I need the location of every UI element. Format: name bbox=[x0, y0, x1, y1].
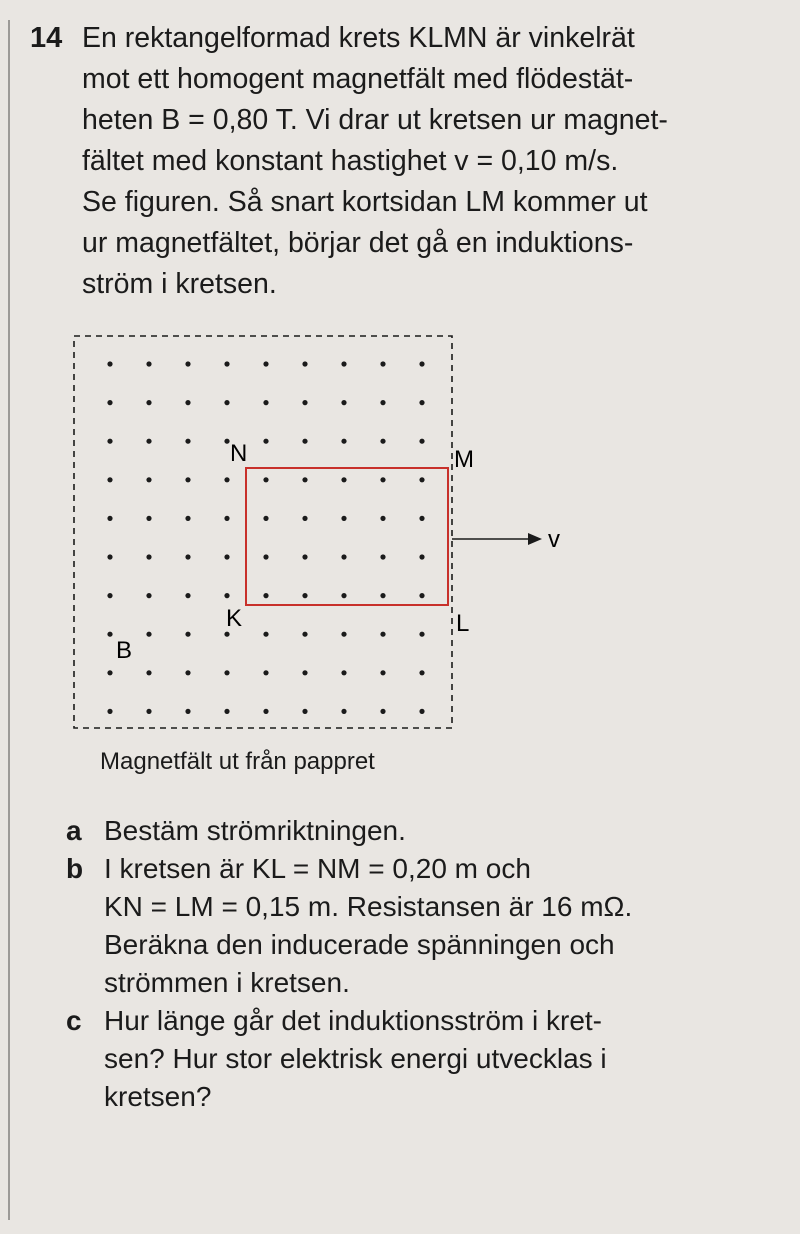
field-dot bbox=[224, 361, 229, 366]
field-dot bbox=[146, 670, 151, 675]
field-dot bbox=[380, 400, 385, 405]
figure-caption: Magnetfält ut från pappret bbox=[100, 748, 375, 775]
field-dot bbox=[263, 632, 268, 637]
field-dot bbox=[146, 439, 151, 444]
field-dot bbox=[302, 477, 307, 482]
question-line: kretsen? bbox=[104, 1081, 212, 1112]
field-dot bbox=[263, 670, 268, 675]
question-a bbox=[66, 812, 766, 850]
intro-line: mot ett homogent magnetfält med flödestät- bbox=[82, 63, 634, 95]
field-dot bbox=[185, 361, 190, 366]
field-dot bbox=[146, 554, 151, 559]
question-line: sen? Hur stor elektrisk energi utvecklas i bbox=[104, 1043, 607, 1074]
field-dot bbox=[380, 593, 385, 598]
field-dot bbox=[302, 516, 307, 521]
field-dot bbox=[224, 632, 229, 637]
field-dot bbox=[107, 516, 112, 521]
field-dot bbox=[224, 400, 229, 405]
field-dot bbox=[341, 632, 346, 637]
field-dot bbox=[380, 477, 385, 482]
field-dots bbox=[107, 361, 424, 714]
field-dot bbox=[341, 709, 346, 714]
field-dot bbox=[185, 400, 190, 405]
field-dot bbox=[263, 361, 268, 366]
field-dot bbox=[107, 361, 112, 366]
field-dot bbox=[341, 670, 346, 675]
problem-number: 14 bbox=[30, 22, 63, 54]
field-dot bbox=[146, 477, 151, 482]
label-m: M bbox=[454, 446, 474, 473]
field-dot bbox=[107, 554, 112, 559]
field-dot bbox=[185, 516, 190, 521]
field-dot bbox=[224, 593, 229, 598]
field-dot bbox=[224, 709, 229, 714]
field-dot bbox=[419, 439, 424, 444]
problem-intro bbox=[82, 18, 770, 305]
field-dot bbox=[224, 439, 229, 444]
field-dot bbox=[263, 400, 268, 405]
intro-line: heten B = 0,80 T. Vi drar ut kretsen ur magnet- bbox=[82, 104, 668, 136]
field-dot bbox=[419, 632, 424, 637]
field-dot bbox=[146, 361, 151, 366]
intro-line: Se figuren. Så snart kortsidan LM kommer ut bbox=[82, 186, 648, 218]
field-dot bbox=[146, 632, 151, 637]
field-dot bbox=[146, 400, 151, 405]
label-n: N bbox=[230, 440, 248, 467]
field-dot bbox=[341, 477, 346, 482]
field-dot bbox=[419, 361, 424, 366]
field-dot bbox=[263, 477, 268, 482]
field-dot bbox=[263, 516, 268, 521]
intro-line: ström i kretsen. bbox=[82, 268, 277, 300]
circuit-klmn bbox=[246, 468, 448, 605]
field-dot bbox=[380, 439, 385, 444]
intro-line: ur magnetfältet, börjar det gå en induktions- bbox=[82, 227, 634, 259]
velocity-arrow-head bbox=[528, 533, 542, 545]
field-dot bbox=[302, 554, 307, 559]
question-line: strömmen i kretsen. bbox=[104, 967, 350, 998]
figure-svg bbox=[0, 320, 800, 790]
field-dot bbox=[302, 361, 307, 366]
question-line: KN = LM = 0,15 m. Resistansen är 16 mΩ. bbox=[104, 891, 633, 922]
field-dot bbox=[341, 361, 346, 366]
field-dot bbox=[302, 670, 307, 675]
field-dot bbox=[185, 439, 190, 444]
label-b: B bbox=[116, 637, 133, 664]
question-list bbox=[66, 812, 766, 1116]
field-dot bbox=[107, 709, 112, 714]
problem-14 bbox=[30, 18, 770, 305]
field-dot bbox=[107, 400, 112, 405]
intro-line: En rektangelformad krets KLMN är vinkelrät bbox=[82, 22, 635, 54]
field-dot bbox=[341, 400, 346, 405]
field-dot bbox=[380, 632, 385, 637]
label-k: K bbox=[226, 605, 243, 632]
field-dot bbox=[341, 554, 346, 559]
question-line: Beräkna den inducerade spänningen och bbox=[104, 929, 615, 960]
field-dot bbox=[185, 554, 190, 559]
field-dot bbox=[380, 554, 385, 559]
field-dot bbox=[380, 516, 385, 521]
intro-line: fältet med konstant hastighet v = 0,10 m/s. bbox=[82, 145, 619, 177]
field-dot bbox=[146, 516, 151, 521]
field-dot bbox=[107, 593, 112, 598]
field-dot bbox=[185, 709, 190, 714]
field-dot bbox=[224, 516, 229, 521]
field-dot bbox=[380, 361, 385, 366]
question-label: c bbox=[66, 1005, 82, 1036]
field-dot bbox=[146, 593, 151, 598]
field-dot bbox=[419, 593, 424, 598]
question-c bbox=[66, 1002, 766, 1116]
field-dot bbox=[263, 439, 268, 444]
label-v: v bbox=[548, 526, 560, 553]
field-dot bbox=[224, 670, 229, 675]
field-dot bbox=[419, 670, 424, 675]
field-dot bbox=[302, 593, 307, 598]
question-label: a bbox=[66, 815, 82, 846]
field-dot bbox=[185, 593, 190, 598]
field-dot bbox=[146, 709, 151, 714]
field-dot bbox=[341, 593, 346, 598]
question-label: b bbox=[66, 853, 84, 884]
field-dot bbox=[263, 554, 268, 559]
field-dot bbox=[107, 632, 112, 637]
field-dot bbox=[341, 439, 346, 444]
field-dot bbox=[419, 516, 424, 521]
field-dot bbox=[185, 477, 190, 482]
question-line: Hur länge går det induktionsström i kret- bbox=[104, 1005, 602, 1036]
field-dot bbox=[185, 670, 190, 675]
field-dot bbox=[419, 554, 424, 559]
field-dot bbox=[302, 709, 307, 714]
field-dot bbox=[107, 477, 112, 482]
magnetic-field-figure bbox=[0, 320, 800, 790]
field-dot bbox=[224, 554, 229, 559]
field-dot bbox=[224, 477, 229, 482]
field-dot bbox=[380, 709, 385, 714]
field-dot bbox=[380, 670, 385, 675]
question-line: I kretsen är KL = NM = 0,20 m och bbox=[104, 853, 531, 884]
field-dot bbox=[341, 516, 346, 521]
field-dot bbox=[263, 593, 268, 598]
field-dot bbox=[263, 709, 268, 714]
question-b bbox=[66, 850, 766, 1002]
field-dot bbox=[419, 709, 424, 714]
label-l: L bbox=[456, 610, 470, 637]
field-dot bbox=[302, 632, 307, 637]
field-dot bbox=[107, 670, 112, 675]
field-region-border bbox=[74, 336, 452, 728]
field-dot bbox=[419, 400, 424, 405]
field-dot bbox=[419, 477, 424, 482]
question-line: Bestäm strömriktningen. bbox=[104, 815, 406, 846]
field-dot bbox=[107, 439, 112, 444]
field-dot bbox=[302, 439, 307, 444]
field-dot bbox=[302, 400, 307, 405]
field-dot bbox=[185, 632, 190, 637]
